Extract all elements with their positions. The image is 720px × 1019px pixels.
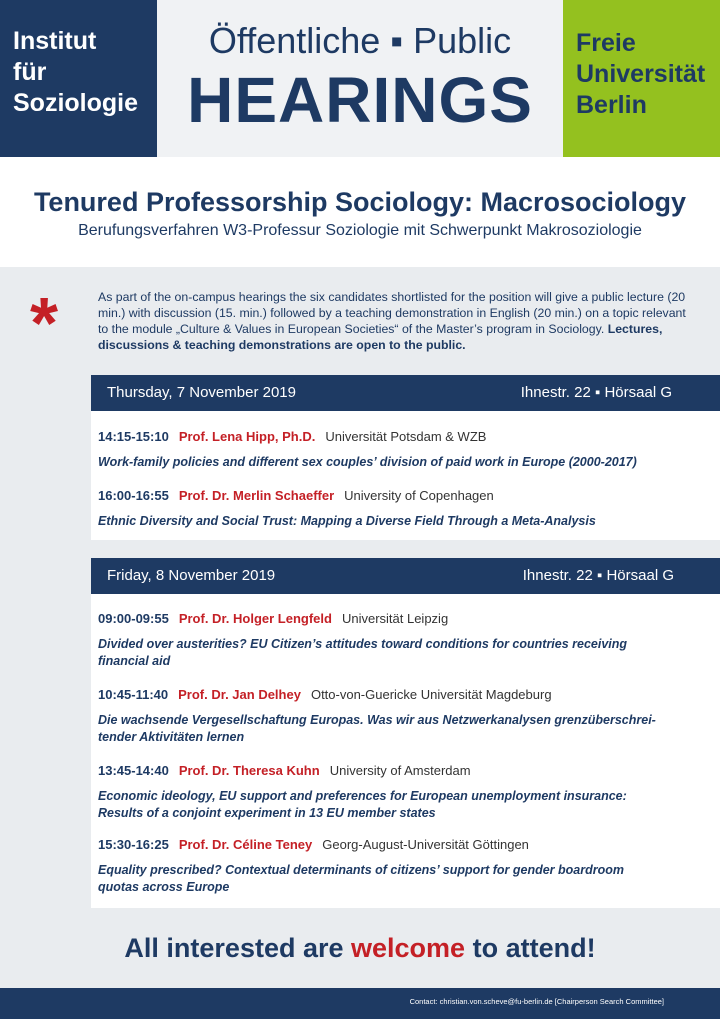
speaker-name: Prof. Dr. Merlin Schaeffer (178, 488, 335, 503)
talk-title-line: Ethnic Diversity and Social Trust: Mapping a Diverse Field Through a Meta-Analysis (98, 514, 596, 528)
talk-title-line: quotas across Europe (98, 880, 230, 894)
talk-title (98, 712, 698, 746)
talk-title (98, 636, 698, 670)
speaker-name: Prof. Dr. Holger Lengfeld (178, 611, 332, 626)
closing-highlight: welcome (351, 933, 466, 963)
intro-text (98, 289, 694, 353)
talk-title-line: Economic ideology, EU support and preferences for European unemployment insurance: (98, 789, 627, 803)
speaker-affiliation: Universität Leipzig (341, 611, 449, 626)
closing-message (0, 930, 720, 966)
talk-title-line: financial aid (98, 654, 171, 668)
talk-entry (98, 429, 698, 471)
speaker-name: Prof. Lena Hipp, Ph.D. (178, 429, 316, 444)
talk-title-line: Die wachsende Vergesellschaftung Europas. Was wir aus Netzwerkanalysen grenzüberschrei- (98, 713, 656, 727)
closing-text-end: to attend! (465, 933, 596, 963)
talk-title (98, 454, 698, 471)
talk-time: 13:45-14:40 (98, 763, 169, 778)
talk-entry (98, 763, 698, 822)
institute-line: Institut (13, 27, 97, 55)
talk-entry (98, 687, 698, 746)
day-room: Ihnestr. 22 ▪ Hörsaal G (520, 384, 672, 401)
speaker-affiliation: University of Amsterdam (329, 763, 471, 778)
talk-title (98, 862, 698, 896)
institute-line: Soziologie (13, 89, 138, 117)
talk-time: 15:30-16:25 (98, 837, 169, 852)
intro-bold: Lectures, discussions & teaching demonstrations are open to the public. (98, 322, 663, 352)
speaker-affiliation: University of Copenhagen (344, 488, 494, 503)
talk-entry (98, 837, 698, 896)
speaker-affiliation: Universität Potsdam & WZB (325, 429, 487, 444)
asterisk-icon: * (30, 284, 59, 364)
speaker-name: Prof. Dr. Jan Delhey (178, 687, 301, 702)
day-header (91, 375, 720, 411)
page-title: HEARINGS (187, 64, 533, 136)
talk-title-line: Work-family policies and different sex couples’ division of paid work in Europe (2000-2017) (98, 455, 637, 469)
day-header (91, 558, 720, 594)
position-title: Tenured Professorship Sociology: Macrosociology (33, 187, 687, 217)
university-line: Universität (576, 60, 706, 88)
talk-title (98, 513, 698, 530)
university-block (563, 0, 720, 157)
talk-title-line: Equality prescribed? Contextual determinants of citizens’ support for gender boardroom (98, 863, 624, 877)
talk-title (98, 788, 698, 822)
position-subtitle: Berufungsverfahren W3-Professur Soziologie mit Schwerpunkt Makrosoziologie (78, 222, 642, 239)
institute-block (0, 0, 157, 157)
intro-body: As part of the on-campus hearings the six candidates shortlisted for the position will give a public lecture (20 min.) with discussion (15. min.) followed by a teaching demonstration in English (20 min.) on a topic relevant to the module „Culture & Values in European Societies“ of the Master’s program in Sociology. (98, 290, 686, 336)
talk-time: 09:00-09:55 (98, 611, 169, 626)
talk-time: 14:15-15:10 (98, 429, 169, 444)
talk-title-line: tender Aktivitäten lernen (98, 730, 245, 744)
talk-entry (98, 611, 698, 670)
position-heading (0, 157, 720, 267)
institute-line: für (13, 58, 47, 86)
talk-time: 10:45-11:40 (98, 687, 169, 702)
talk-title-line: Divided over austerities? EU Citizen’s attitudes toward conditions for countries receiving (98, 637, 628, 651)
speaker-name: Prof. Dr. Theresa Kuhn (178, 763, 320, 778)
day-date: Thursday, 7 November 2019 (107, 384, 296, 401)
contact-info: Contact: christian.von.scheve@fu-berlin.de [Chairperson Search Committee] (409, 997, 664, 1006)
talk-entry (98, 488, 698, 530)
university-line: Berlin (576, 91, 647, 119)
talk-title-line: Results of a conjoint experiment in 13 EU member states (98, 806, 436, 820)
day-room: Ihnestr. 22 ▪ Hörsaal G (522, 567, 674, 584)
speaker-affiliation: Georg-August-Universität Göttingen (322, 837, 529, 852)
talk-time: 16:00-16:55 (98, 488, 169, 503)
header (0, 0, 720, 157)
speaker-affiliation: Otto-von-Guericke Universität Magdeburg (310, 687, 552, 702)
day-date: Friday, 8 November 2019 (107, 567, 276, 584)
speaker-name: Prof. Dr. Céline Teney (178, 837, 313, 852)
footer (0, 988, 720, 1019)
title-top: Öffentliche ▪ Public (208, 20, 512, 61)
closing-text: All interested are (124, 933, 352, 963)
university-line: Freie (576, 29, 636, 57)
